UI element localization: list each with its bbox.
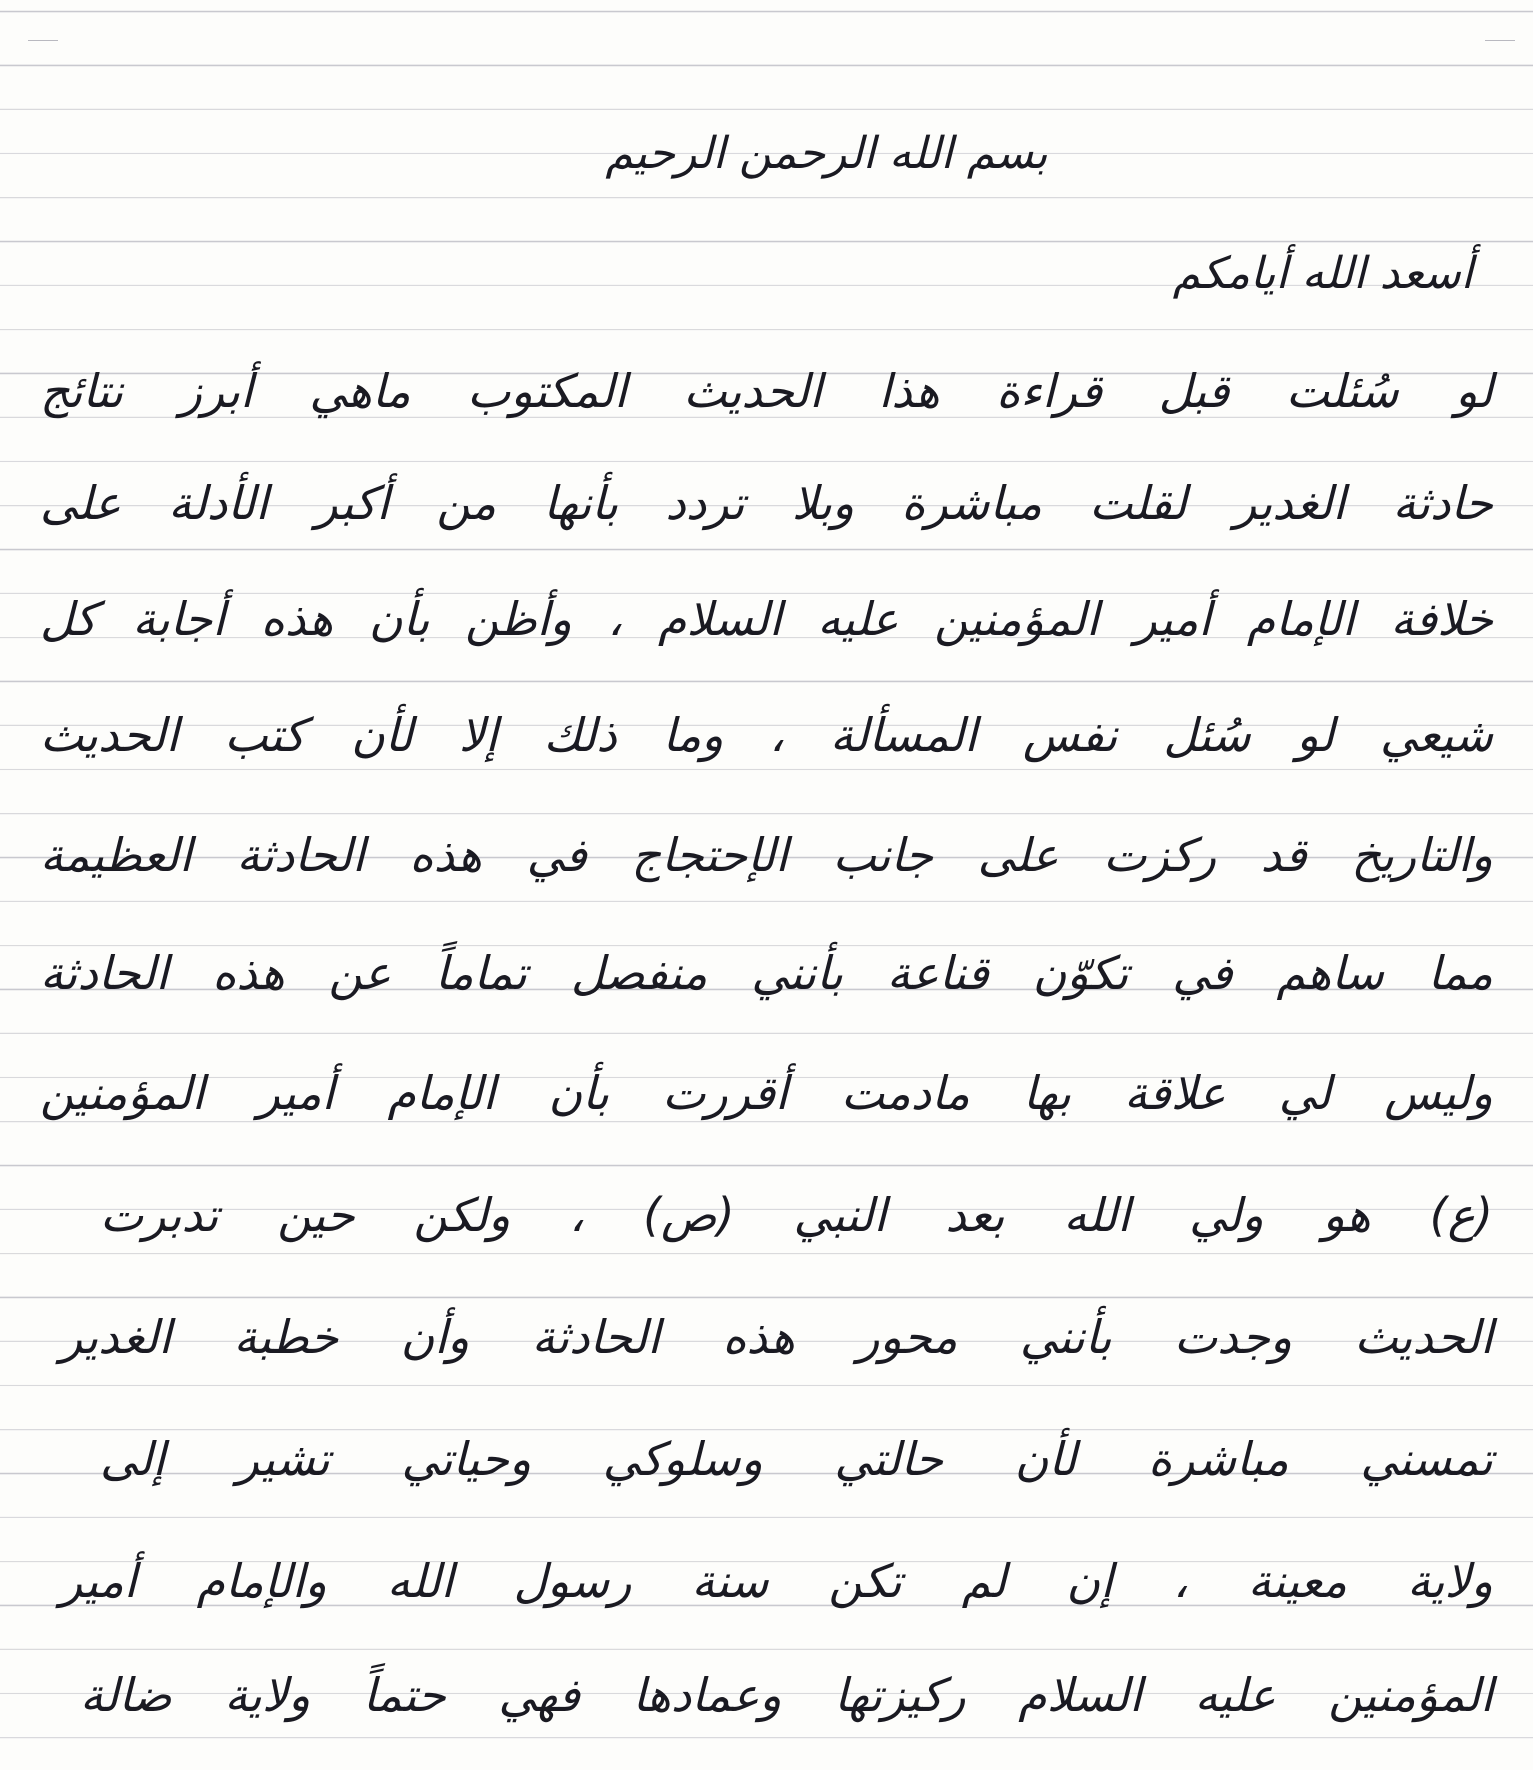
- letter-line: ولاية معينة ، إن لم تكن سنة رسول الله والإمام أمير: [60, 1554, 1493, 1608]
- letter-line: الحديث وجدت بأنني محور هذه الحادثة وأن خطبة الغدير: [60, 1310, 1493, 1364]
- handwritten-letter: [40, 0, 1493, 1770]
- letter-line: شيعي لو سُئل نفس المسألة ، وما ذلك إلا لأن كتب الحديث: [40, 708, 1493, 762]
- letter-line: تمسني مباشرة لأن حالتي وسلوكي وحياتي تشير إلى: [100, 1432, 1493, 1486]
- letter-line: مما ساهم في تكوّن قناعة بأنني منفصل تماماً عن هذه الحادثة: [40, 946, 1493, 1000]
- letter-line: والتاريخ قد ركزت على جانب الإحتجاج في هذه الحادثة العظيمة: [40, 828, 1493, 882]
- letter-line: لو سُئلت قبل قراءة هذا الحديث المكتوب ماهي أبرز نتائج: [40, 364, 1493, 418]
- letter-line: (ع) هو ولي الله بعد النبي (ص) ، ولكن حين تدبرت: [100, 1188, 1493, 1242]
- letter-line: حادثة الغدير لقلت مباشرة وبلا تردد بأنها من أكبر الأدلة على: [40, 476, 1493, 530]
- letter-line: المؤمنين عليه السلام ركيزتها وعمادها فهي حتماً ولاية ضالة: [80, 1668, 1493, 1722]
- greeting-line: أسعد الله أيامكم: [1172, 248, 1473, 299]
- basmala-heading: بسم الله الرحمن الرحيم: [605, 128, 1048, 179]
- letter-line: خلافة الإمام أمير المؤمنين عليه السلام ، وأظن بأن هذه أجابة كل: [40, 592, 1493, 646]
- letter-line: وليس لي علاقة بها مادمت أقررت بأن الإمام أمير المؤمنين: [40, 1066, 1493, 1120]
